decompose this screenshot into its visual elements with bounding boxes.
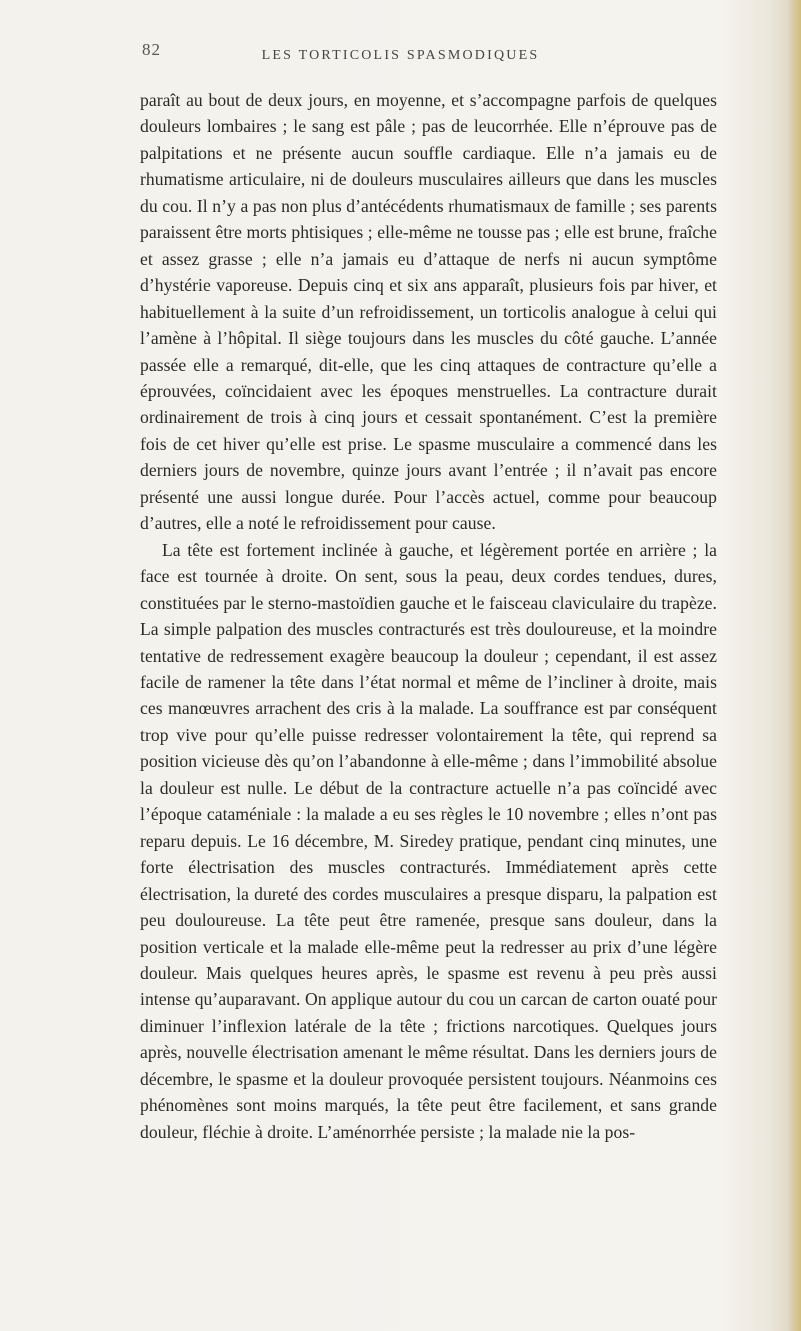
page-edge-shadow bbox=[787, 0, 801, 1331]
paragraph-2: La tête est fortement inclinée à gauche, et légèrement portée en arrière ; la face est tournée à droite. On sent, sous la peau, deux cordes tendues, dures, constituées par le sterno-mastoïdien gauche et le faisceau claviculaire du trapèze. La simple palpation des muscles contracturés est très douloureuse, et la moindre tentative de redressement exagère beaucoup la douleur ; cependant, il est assez facile de ramener la tête dans l’état normal et même de l’incliner à droite, mais ces manœuvres arrachent des cris à la malade. La souffrance est par conséquent trop vive pour qu’elle puisse redresser volontairement la tête, qui reprend sa position vicieuse dès qu’on l’abandonne à elle-même ; dans l’immobilité absolue la douleur est nulle. Le début de la contracture actuelle n’a pas coïncidé avec l’époque cataméniale : la malade a eu ses règles le 10 novembre ; elles n’ont pas reparu depuis. Le 16 décembre, M. Siredey pratique, pendant cinq minutes, une forte électrisation des muscles contracturés. Immédiatement après cette électrisation, la dureté des cordes musculaires a presque disparu, la palpation est peu douloureuse. La tête peut être ramenée, presque sans douleur, dans la position verticale et la malade elle-même peut la redresser au prix d’une légère douleur. Mais quelques heures après, le spasme est revenu à peu près aussi intense qu’auparavant. On applique autour du cou un carcan de carton ouaté pour diminuer l’inflexion latérale de la tête ; frictions narcotiques. Quelques jours après, nouvelle électrisation amenant le même résultat. Dans les derniers jours de décembre, le spasme et la douleur provoquée persistent toujours. Néanmoins ces phénomènes sont moins marqués, la tête peut être facilement, et sans grande douleur, fléchie à droite. L’aménorrhée persiste ; la malade nie la pos- bbox=[140, 539, 717, 1142]
running-title: LES TORTICOLIS SPASMODIQUES bbox=[261, 48, 540, 63]
body-text bbox=[140, 87, 717, 1145]
paragraph-1: paraît au bout de deux jours, en moyenne, et s’accompagne parfois de quelques douleurs lombaires ; le sang est pâle ; pas de leucorrhée. Elle n’éprouve pas de palpitations et ne présente aucun souffle cardiaque. Elle n’a jamais eu de rhumatisme articulaire, ni de douleurs musculaires ailleurs que dans les muscles du cou. Il n’y a pas non plus d’antécédents rhumatismaux de famille ; ses parents paraissent être morts phtisiques ; elle-même ne tousse pas ; elle est brune, fraîche et assez grasse ; elle n’a jamais eu d’attaque de nerfs ni aucun symptôme d’hystérie vaporeuse. Depuis cinq et six ans apparaît, plusieurs fois par hiver, et habituellement à la suite d’un refroidissement, un torticolis analogue à celui qui l’amène à l’hôpital. Il siège toujours dans les muscles du côté gauche. L’année passée elle a remarqué, dit-elle, que les cinq attaques de contracture qu’elle a éprouvées, coïncidaient avec les époques menstruelles. La contracture durait ordinairement de trois à cinq jours et cessait spontanément. C’est la première fois de cet hiver qu’elle est prise. Le spasme musculaire a commencé dans les derniers jours de novembre, quinze jours avant l’entrée ; il n’avait pas encore présenté une aussi longue durée. Pour l’accès actuel, comme pour beaucoup d’autres, elle a noté le refroidissement pour cause. bbox=[140, 90, 717, 534]
page-number: 82 bbox=[142, 40, 161, 59]
